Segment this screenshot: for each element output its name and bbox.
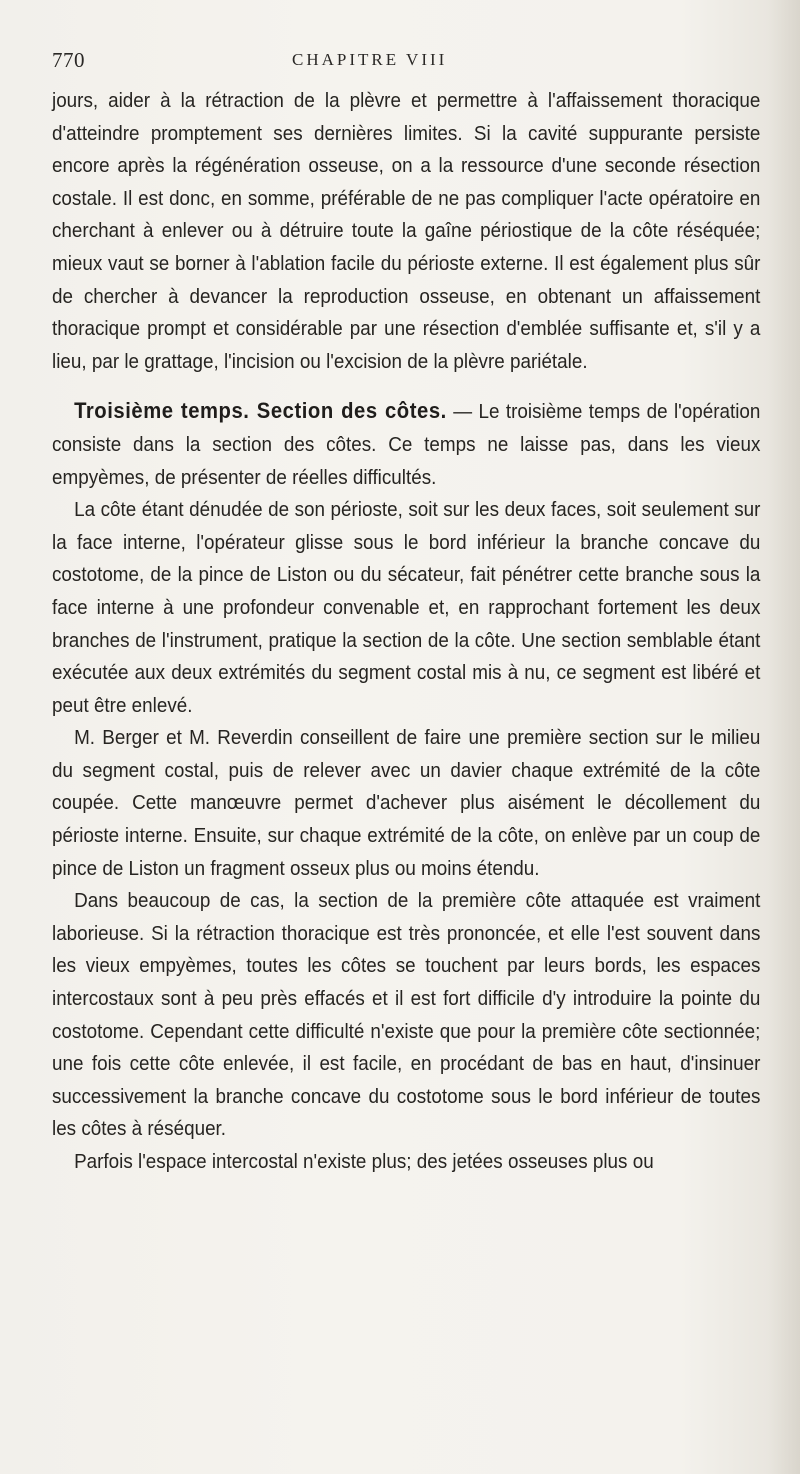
section-heading: Troisième temps. Section des côtes. xyxy=(74,398,447,424)
paragraph-5: Dans beaucoup de cas, la section de la première côte attaquée est vraiment laborieuse. Si la rétraction thoracique est très prononcée, et elle l'est souvent dans les vieux empyèmes, toutes les côtes se touchent par leurs bords, les espaces intercostaux sont à peu près effacés et il est fort difficile d'y introduire la pointe du costotome. Cependant cette difficulté n'existe que pour la première côte sectionnée; une fois cette côte enlevée, il est facile, en procédant de bas en haut, d'insinuer successivement la branche concave du costotome sous le bord inférieur de toutes les côtes à réséquer. xyxy=(52,889,761,1141)
page-header xyxy=(52,48,742,78)
page-number: 770 xyxy=(52,48,85,72)
paragraph-3: La côte étant dénudée de son périoste, soit sur les deux faces, soit seulement sur la face interne, l'opérateur glisse sous le bord inférieur la branche concave du costotome, de la pince de Liston ou du sécateur, fait pénétrer cette branche sous la face interne à une profondeur convenable et, en rapprochant fortement les deux branches de l'instrument, pratique la section de la côte. Une section semblable étant exécutée aux deux extrémités du segment costal mis à nu, ce segment est libéré et peut être enlevé. xyxy=(52,498,761,717)
paragraph-1: jours, aider à la rétraction de la plèvre et permettre à l'affaissement thoracique d'atteindre promptement ses dernières limites. Si la cavité suppurante persiste encore après la régénération osseuse, on a la ressource d'une seconde résection costale. Il est donc, en somme, préférable de ne pas compliquer l'acte opératoire en cherchant à enlever ou à détruire toute la gaîne périostique de la côte réséquée; mieux vaut se borner à l'ablation facile du périoste externe. Il est également plus sûr de chercher à devancer la reproduction osseuse, en obtenant un affaissement thoracique prompt et considérable par une résection d'emblée suffisante et, s'il y a lieu, par le grattage, l'incision ou l'excision de la plèvre pariétale. xyxy=(52,89,761,373)
paragraph-2-text: — Le troisième temps de l'opération consiste dans la section des côtes. Ce temps ne laisse pas, dans les vieux empyèmes, de présenter de réelles difficultés. xyxy=(52,400,761,489)
running-title: CHAPITRE VIII xyxy=(292,50,448,69)
body-text xyxy=(52,85,760,1179)
paragraph-2 xyxy=(52,395,760,494)
paragraph-6: Parfois l'espace intercostal n'existe plus; des jetées osseuses plus ou xyxy=(74,1150,654,1173)
paragraph-4: M. Berger et M. Reverdin conseillent de faire une première section sur le milieu du segment costal, puis de relever avec un davier chaque extrémité de la côte coupée. Cette manœuvre permet d'achever plus aisément le décollement du périoste interne. Ensuite, sur chaque extrémité de la côte, on enlève par un coup de pince de Liston un fragment osseux plus ou moins étendu. xyxy=(52,726,761,880)
